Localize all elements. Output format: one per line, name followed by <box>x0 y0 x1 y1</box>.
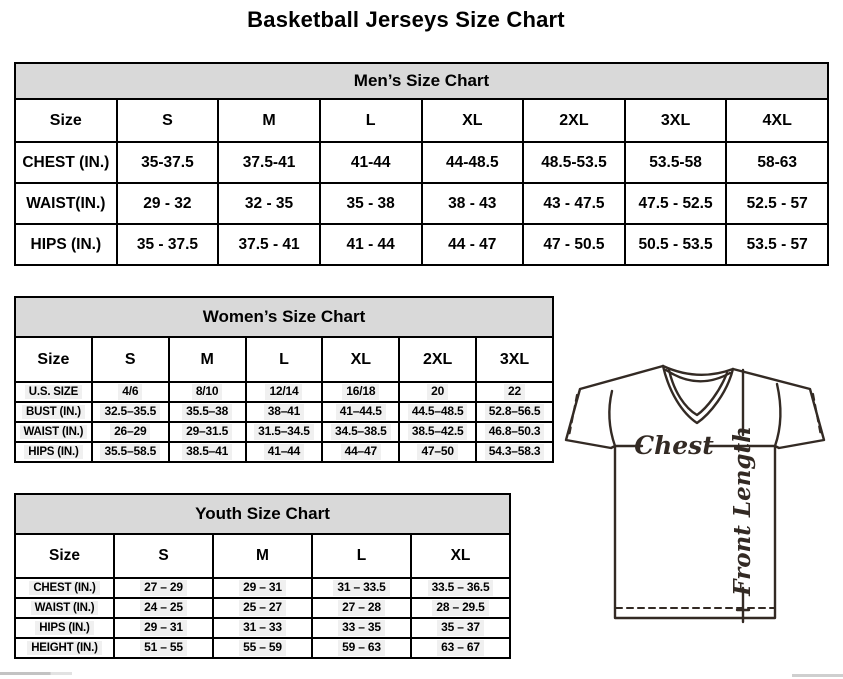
size-column-header: 2XL <box>523 99 625 142</box>
size-column-header: 3XL <box>476 337 553 382</box>
size-value-cell: 35-37.5 <box>117 142 219 183</box>
size-value-cell: 32.5–35.5 <box>92 402 169 422</box>
size-column-header: 4XL <box>726 99 828 142</box>
size-column-header: 3XL <box>625 99 727 142</box>
size-corner-header: Size <box>15 337 92 382</box>
size-value-cell: 46.8–50.3 <box>476 422 553 442</box>
size-value-cell: 35.5–38 <box>169 402 246 422</box>
size-value-cell: 41 - 44 <box>320 224 422 265</box>
size-value-cell: 38.5–42.5 <box>399 422 476 442</box>
size-value-cell: 33 – 35 <box>312 618 411 638</box>
jersey-measurement-diagram <box>556 360 843 665</box>
row-label: WAIST (IN.) <box>15 598 114 618</box>
size-value-cell: 41–44 <box>246 442 323 462</box>
size-column-header: S <box>92 337 169 382</box>
size-value-cell: 38–41 <box>246 402 323 422</box>
size-value-cell: 29 – 31 <box>213 578 312 598</box>
table-row <box>15 183 828 224</box>
row-label: U.S. SIZE <box>15 382 92 402</box>
size-column-header: L <box>320 99 422 142</box>
table-row <box>15 422 553 442</box>
size-value-cell: 29–31.5 <box>169 422 246 442</box>
size-value-cell: 47.5 - 52.5 <box>625 183 727 224</box>
youth-table-caption: Youth Size Chart <box>15 494 510 534</box>
size-value-cell: 29 - 32 <box>117 183 219 224</box>
size-column-header: L <box>246 337 323 382</box>
size-value-cell: 33.5 – 36.5 <box>411 578 510 598</box>
size-value-cell: 48.5-53.5 <box>523 142 625 183</box>
row-label: HIPS (IN.) <box>15 618 114 638</box>
size-value-cell: 25 – 27 <box>213 598 312 618</box>
horizontal-scrollbar-thumb-left[interactable] <box>0 672 72 675</box>
size-value-cell: 44.5–48.5 <box>399 402 476 422</box>
armhole-seam-right <box>775 384 781 446</box>
size-value-cell: 31.5–34.5 <box>246 422 323 442</box>
header-row <box>15 337 553 382</box>
mens-size-table <box>14 62 829 266</box>
table-row <box>15 638 510 658</box>
size-column-header: M <box>169 337 246 382</box>
size-value-cell: 22 <box>476 382 553 402</box>
size-column-header: XL <box>322 337 399 382</box>
size-value-cell: 24 – 25 <box>114 598 213 618</box>
size-value-cell: 4/6 <box>92 382 169 402</box>
size-column-header: S <box>117 99 219 142</box>
size-value-cell: 47 - 50.5 <box>523 224 625 265</box>
size-value-cell: 55 – 59 <box>213 638 312 658</box>
row-label: BUST (IN.) <box>15 402 92 422</box>
page-title: Basketball Jerseys Size Chart <box>247 7 565 32</box>
size-value-cell: 28 – 29.5 <box>411 598 510 618</box>
row-label: HEIGHT (IN.) <box>15 638 114 658</box>
size-value-cell: 44–47 <box>322 442 399 462</box>
size-value-cell: 44 - 47 <box>422 224 524 265</box>
size-value-cell: 27 – 29 <box>114 578 213 598</box>
size-column-header: XL <box>422 99 524 142</box>
horizontal-scrollbar-thumb-right[interactable] <box>792 674 843 677</box>
jersey-outline <box>566 366 824 618</box>
size-value-cell: 35 – 37 <box>411 618 510 638</box>
cuff-dashed-right <box>813 394 821 436</box>
table-row <box>15 618 510 638</box>
size-value-cell: 16/18 <box>322 382 399 402</box>
size-value-cell: 53.5-58 <box>625 142 727 183</box>
size-value-cell: 41–44.5 <box>322 402 399 422</box>
row-label: CHEST (IN.) <box>15 578 114 598</box>
size-value-cell: 35.5–58.5 <box>92 442 169 462</box>
table-row <box>15 142 828 183</box>
row-label: HIPS (IN.) <box>15 442 92 462</box>
size-value-cell: 63 – 67 <box>411 638 510 658</box>
row-label: WAIST(IN.) <box>15 183 117 224</box>
size-value-cell: 37.5 - 41 <box>218 224 320 265</box>
armhole-seam-left <box>609 391 615 446</box>
size-value-cell: 35 - 37.5 <box>117 224 219 265</box>
size-value-cell: 20 <box>399 382 476 402</box>
size-value-cell: 44-48.5 <box>422 142 524 183</box>
row-label: CHEST (IN.) <box>15 142 117 183</box>
row-label: HIPS (IN.) <box>15 224 117 265</box>
size-value-cell: 43 - 47.5 <box>523 183 625 224</box>
size-value-cell: 38.5–41 <box>169 442 246 462</box>
women-table-caption: Women’s Size Chart <box>15 297 553 337</box>
size-value-cell: 47–50 <box>399 442 476 462</box>
chest-label: Chest <box>634 431 714 460</box>
size-value-cell: 31 – 33 <box>213 618 312 638</box>
size-value-cell: 38 - 43 <box>422 183 524 224</box>
size-value-cell: 51 – 55 <box>114 638 213 658</box>
size-value-cell: 29 – 31 <box>114 618 213 638</box>
table-row <box>15 598 510 618</box>
size-column-header: S <box>114 534 213 578</box>
header-row <box>15 99 828 142</box>
men-table-caption: Men’s Size Chart <box>15 63 828 99</box>
size-column-header: M <box>213 534 312 578</box>
size-value-cell: 59 – 63 <box>312 638 411 658</box>
size-value-cell: 37.5-41 <box>218 142 320 183</box>
table-row <box>15 402 553 422</box>
table-row <box>15 382 553 402</box>
size-corner-header: Size <box>15 534 114 578</box>
size-value-cell: 58-63 <box>726 142 828 183</box>
size-value-cell: 8/10 <box>169 382 246 402</box>
size-value-cell: 52.8–56.5 <box>476 402 553 422</box>
table-row <box>15 224 828 265</box>
size-column-header: M <box>218 99 320 142</box>
size-value-cell: 35 - 38 <box>320 183 422 224</box>
youth-size-table <box>14 493 511 659</box>
front-length-label: Front Length <box>729 426 756 596</box>
size-value-cell: 12/14 <box>246 382 323 402</box>
size-value-cell: 52.5 - 57 <box>726 183 828 224</box>
size-value-cell: 26–29 <box>92 422 169 442</box>
size-column-header: XL <box>411 534 510 578</box>
table-row <box>15 578 510 598</box>
size-column-header: 2XL <box>399 337 476 382</box>
size-column-header: L <box>312 534 411 578</box>
size-value-cell: 27 – 28 <box>312 598 411 618</box>
table-row <box>15 442 553 462</box>
size-value-cell: 54.3–58.3 <box>476 442 553 462</box>
size-corner-header: Size <box>15 99 117 142</box>
size-value-cell: 31 – 33.5 <box>312 578 411 598</box>
size-value-cell: 53.5 - 57 <box>726 224 828 265</box>
size-value-cell: 41-44 <box>320 142 422 183</box>
womens-size-table <box>14 296 554 463</box>
header-row <box>15 534 510 578</box>
row-label: WAIST (IN.) <box>15 422 92 442</box>
size-value-cell: 32 - 35 <box>218 183 320 224</box>
size-value-cell: 50.5 - 53.5 <box>625 224 727 265</box>
size-value-cell: 34.5–38.5 <box>322 422 399 442</box>
